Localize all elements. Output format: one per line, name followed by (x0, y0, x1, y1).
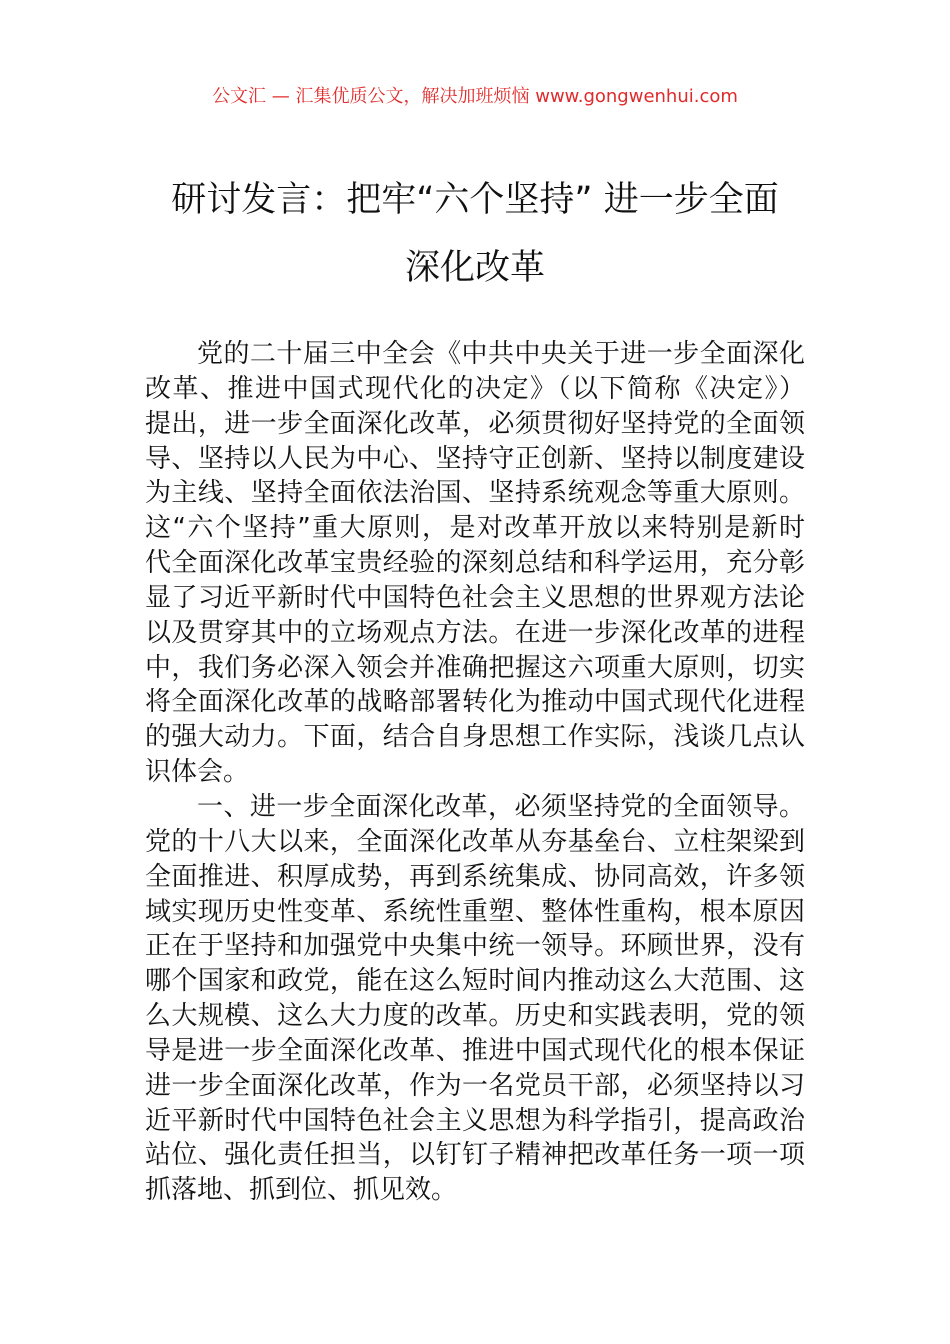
paragraph-line: 显了习近平新时代中国特色社会主义思想的世界观方法论 (145, 582, 805, 613)
paragraph-line: 近平新时代中国特色社会主义思想为科学指引，提高政治 (145, 1105, 805, 1136)
paragraph-line: 导、坚持以人民为中心、坚持守正创新、坚持以制度建设 (145, 443, 805, 474)
paragraph-line: 以及贯穿其中的立场观点方法。在进一步深化改革的进程 (145, 617, 805, 648)
watermark-header: 公文汇 — 汇集优质公文，解决加班烦恼 www.gongwenhui.com (212, 86, 738, 107)
paragraph-line: 中，我们务必深入领会并准确把握这六项重大原则，切实 (145, 652, 805, 683)
paragraph-line: 这“六个坚持”重大原则，是对改革开放以来特别是新时 (145, 513, 805, 544)
paragraph-line: 么大规模、这么大力度的改革。历史和实践表明，党的领 (145, 1001, 805, 1032)
paragraph-line: 正在于坚持和加强党中央集中统一领导。环顾世界，没有 (145, 931, 805, 962)
paragraph-line: 站位、强化责任担当，以钉钉子精神把改革任务一项一项 (145, 1140, 805, 1171)
paragraph-line: 导是进一步全面深化改革、推进中国式现代化的根本保证 (145, 1035, 805, 1066)
document-body (145, 337, 805, 1208)
paragraph-line: 党的二十届三中全会《中共中央关于进一步全面深化 (197, 339, 805, 369)
paragraph-line: 进一步全面深化改革，作为一名党员干部，必须坚持以习 (145, 1070, 805, 1101)
paragraph-line: 提出，进一步全面深化改革，必须贯彻好坚持党的全面领 (145, 408, 805, 439)
paragraph-line: 识体会。 (145, 757, 250, 788)
paragraph-line: 党的十八大以来，全面深化改革从夯基垒台、立柱架梁到 (145, 826, 805, 857)
paragraph-line: 改革、推进中国式现代化的决定》（以下简称《决定》） (145, 373, 805, 404)
paragraph-line: 的强大动力。下面，结合自身思想工作实际，浅谈几点认 (145, 722, 805, 753)
paragraph-line: 为主线、坚持全面依法治国、坚持系统观念等重大原则。 (145, 478, 805, 509)
paragraph-line: 代全面深化改革宝贵经验的深刻总结和科学运用，充分彰 (145, 548, 805, 579)
paragraph-line: 抓落地、抓到位、抓见效。 (145, 1175, 458, 1206)
document-title-line-1: 研讨发言：把牢“六个坚持” 进一步全面 (171, 180, 779, 220)
paragraph-line: 哪个国家和政党，能在这么短时间内推动这么大范围、这 (145, 966, 805, 997)
paragraph-line: 一、进一步全面深化改革，必须坚持党的全面领导。 (197, 791, 805, 822)
document-title-line-2: 深化改革 (404, 248, 545, 288)
paragraph-line: 将全面深化改革的战略部署转化为推动中国式现代化进程 (145, 687, 805, 718)
paragraph-line: 全面推进、积厚成势，再到系统集成、协同高效，许多领 (145, 861, 805, 892)
paragraph-line: 域实现历史性变革、系统性重塑、整体性重构，根本原因 (145, 896, 805, 927)
